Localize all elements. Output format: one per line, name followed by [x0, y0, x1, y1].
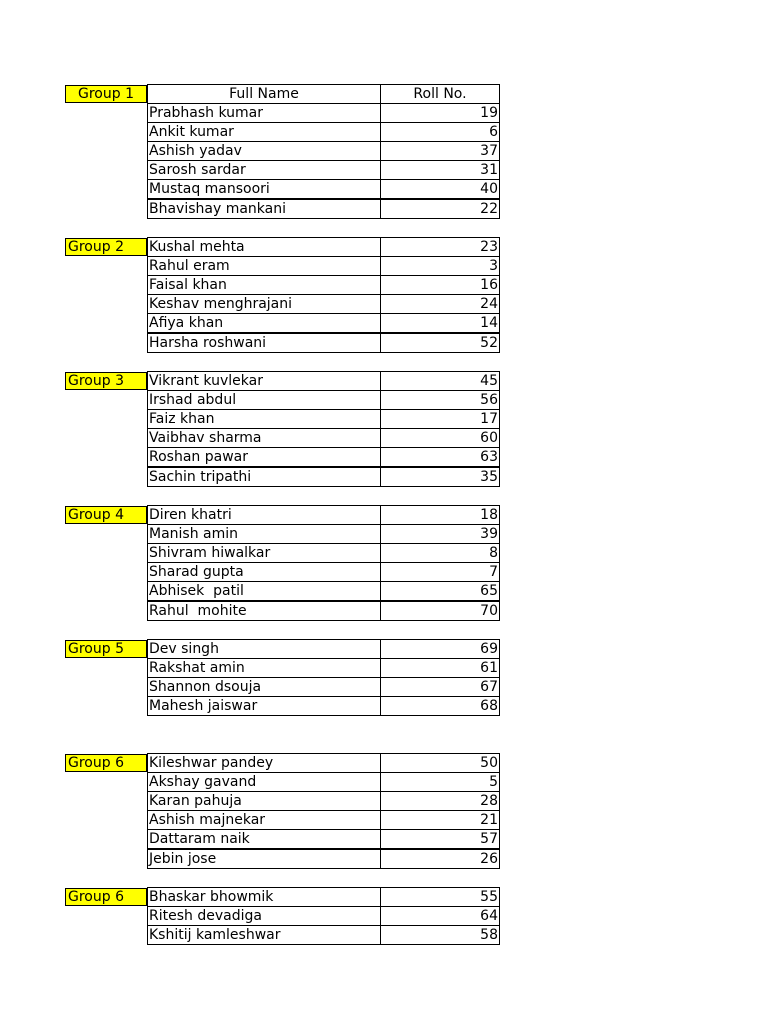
roll-number-cell: 67: [380, 677, 500, 697]
table-row: [147, 524, 500, 543]
table-row: [147, 505, 500, 524]
table-row: [147, 160, 500, 179]
group-label: Group 1: [65, 85, 147, 103]
roll-number-cell: 8: [380, 543, 500, 563]
member-name-cell: Vikrant kuvlekar: [147, 371, 381, 391]
table-row: [147, 639, 500, 658]
table-row: [147, 601, 500, 620]
member-name-cell: Prabhash kumar: [147, 103, 381, 123]
table-row: [147, 294, 500, 313]
table-row: [147, 543, 500, 562]
member-name-cell: Shannon dsouja: [147, 677, 381, 697]
member-name-cell: Faiz khan: [147, 409, 381, 429]
member-name-cell: Bhavishay mankani: [147, 199, 381, 219]
roll-number-cell: 50: [380, 753, 500, 773]
roll-number-cell: 6: [380, 122, 500, 142]
roll-number-cell: 64: [380, 906, 500, 926]
member-name-cell: Kushal mehta: [147, 237, 381, 257]
member-name-cell: Jebin jose: [147, 849, 381, 869]
member-name-cell: Vaibhav sharma: [147, 428, 381, 448]
member-name-cell: Sarosh sardar: [147, 160, 381, 180]
group-label: Group 2: [65, 238, 147, 256]
table-row: [147, 333, 500, 352]
table-row: [147, 772, 500, 791]
roll-number-cell: 39: [380, 524, 500, 544]
table-row: [147, 810, 500, 829]
member-name-cell: Faisal khan: [147, 275, 381, 295]
table-row: [147, 409, 500, 428]
table-row: [147, 581, 500, 600]
group-label: Group 6: [65, 888, 147, 906]
table-row: [147, 447, 500, 466]
table-row: [147, 849, 500, 868]
table-row: [147, 906, 500, 925]
roll-number-cell: 5: [380, 772, 500, 792]
member-name-cell: Shivram hiwalkar: [147, 543, 381, 563]
table-row: [147, 887, 500, 906]
member-name-cell: Irshad abdul: [147, 390, 381, 410]
roll-number-cell: 52: [380, 333, 500, 353]
member-name-cell: Kileshwar pandey: [147, 753, 381, 773]
table-row: [147, 677, 500, 696]
header-row: [147, 84, 500, 103]
roll-number-cell: 63: [380, 447, 500, 467]
roll-number-cell: 21: [380, 810, 500, 830]
roll-number-cell: 58: [380, 925, 500, 945]
member-name-cell: Kshitij kamleshwar: [147, 925, 381, 945]
group-label: Group 5: [65, 640, 147, 658]
member-name-cell: Sachin tripathi: [147, 467, 381, 487]
roll-number-cell: 61: [380, 658, 500, 678]
member-name-cell: Bhaskar bhowmik: [147, 887, 381, 907]
table-row: [147, 925, 500, 944]
group-label: Group 4: [65, 506, 147, 524]
member-name-cell: Abhisek patil: [147, 581, 381, 601]
member-name-cell: Rakshat amin: [147, 658, 381, 678]
member-name-cell: Rahul eram: [147, 256, 381, 276]
table-row: [147, 467, 500, 486]
roll-number-cell: 35: [380, 467, 500, 487]
roll-number-cell: 19: [380, 103, 500, 123]
member-name-cell: Manish amin: [147, 524, 381, 544]
member-name-cell: Ashish majnekar: [147, 810, 381, 830]
roll-number-cell: 7: [380, 562, 500, 582]
member-name-cell: Ritesh devadiga: [147, 906, 381, 926]
table-row: [147, 141, 500, 160]
roll-number-cell: 55: [380, 887, 500, 907]
name-column-header: Full Name: [147, 84, 381, 104]
member-name-cell: Rahul mohite: [147, 601, 381, 621]
roll-number-cell: 70: [380, 601, 500, 621]
member-name-cell: Harsha roshwani: [147, 333, 381, 353]
table-row: [147, 829, 500, 848]
table-row: [147, 562, 500, 581]
roll-number-cell: 31: [380, 160, 500, 180]
group-label: Group 3: [65, 372, 147, 390]
roll-number-cell: 22: [380, 199, 500, 219]
roll-number-cell: 17: [380, 409, 500, 429]
table-row: [147, 122, 500, 141]
roll-number-cell: 23: [380, 237, 500, 257]
roll-number-cell: 16: [380, 275, 500, 295]
member-name-cell: Mahesh jaiswar: [147, 696, 381, 716]
member-name-cell: Afiya khan: [147, 313, 381, 333]
roll-number-cell: 45: [380, 371, 500, 391]
member-name-cell: Dattaram naik: [147, 829, 381, 849]
roll-number-cell: 56: [380, 390, 500, 410]
roll-number-cell: 3: [380, 256, 500, 276]
table-row: [147, 390, 500, 409]
table-row: [147, 179, 500, 198]
member-name-cell: Diren khatri: [147, 505, 381, 525]
table-row: [147, 237, 500, 256]
roll-number-cell: 65: [380, 581, 500, 601]
roll-number-cell: 24: [380, 294, 500, 314]
roll-column-header: Roll No.: [380, 84, 500, 104]
table-row: [147, 371, 500, 390]
member-name-cell: Mustaq mansoori: [147, 179, 381, 199]
roll-number-cell: 68: [380, 696, 500, 716]
group-label: Group 6: [65, 754, 147, 772]
table-row: [147, 256, 500, 275]
member-name-cell: Karan pahuja: [147, 791, 381, 811]
table-row: [147, 313, 500, 332]
table-row: [147, 275, 500, 294]
table-row: [147, 199, 500, 218]
member-name-cell: Ankit kumar: [147, 122, 381, 142]
roll-number-cell: 14: [380, 313, 500, 333]
roll-number-cell: 26: [380, 849, 500, 869]
member-name-cell: Dev singh: [147, 639, 381, 659]
roll-number-cell: 57: [380, 829, 500, 849]
roll-number-cell: 18: [380, 505, 500, 525]
roll-number-cell: 60: [380, 428, 500, 448]
member-name-cell: Ashish yadav: [147, 141, 381, 161]
member-name-cell: Keshav menghrajani: [147, 294, 381, 314]
roll-number-cell: 37: [380, 141, 500, 161]
table-row: [147, 696, 500, 715]
table-row: [147, 791, 500, 810]
member-name-cell: Roshan pawar: [147, 447, 381, 467]
member-name-cell: Akshay gavand: [147, 772, 381, 792]
table-row: [147, 103, 500, 122]
roll-number-cell: 28: [380, 791, 500, 811]
table-row: [147, 658, 500, 677]
roll-number-cell: 40: [380, 179, 500, 199]
table-row: [147, 428, 500, 447]
roll-number-cell: 69: [380, 639, 500, 659]
member-name-cell: Sharad gupta: [147, 562, 381, 582]
table-row: [147, 753, 500, 772]
